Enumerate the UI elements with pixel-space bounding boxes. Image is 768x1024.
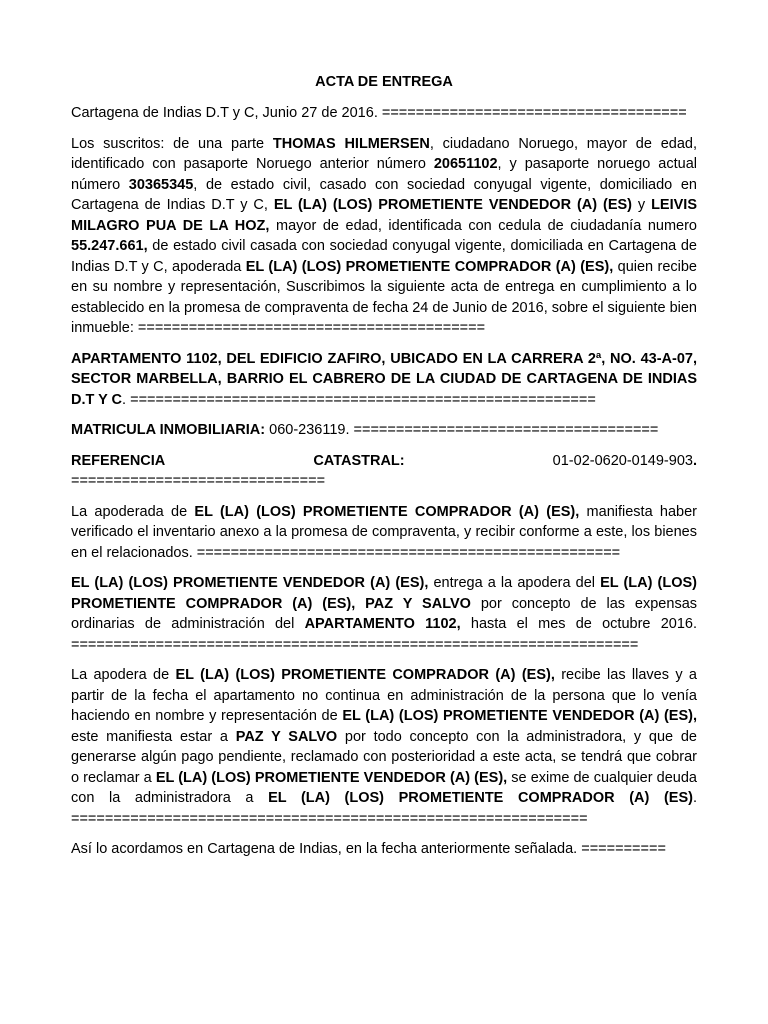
buyer-role: EL (LA) (LOS) PROMETIENTE COMPRADOR (A) (ES) <box>268 790 693 806</box>
paz-y-salvo: PAZ Y SALVO <box>235 728 338 745</box>
inventory-paragraph <box>71 502 697 564</box>
document-title: ACTA DE ENTREGA <box>315 74 453 90</box>
buyer-role: EL (LA) (LOS) PROMETIENTE COMPRADOR (A) (ES), <box>194 503 580 520</box>
seller-role: EL (LA) (LOS) PROMETIENTE VENDEDOR (A) (ES), <box>155 769 508 786</box>
buyer-paz-y-salvo: EL (LA) (LOS) PROMETIENTE COMPRADOR (A) (ES), PAZ Y SALVO <box>71 575 698 612</box>
text-run: entrega a la apodera del <box>428 575 601 591</box>
registration-number: 060-236119. ==================================== <box>265 422 659 438</box>
cadastral-label: CATASTRAL: <box>313 452 405 469</box>
text-run: ============================== <box>71 473 326 489</box>
buyer-role: EL (LA) (LOS) PROMETIENTE COMPRADOR (A) (ES), <box>245 258 614 275</box>
keys-paragraph <box>71 665 697 829</box>
text-run: mayor de edad, identificada con cedula de ciudadanía numero <box>269 217 697 234</box>
proxy-name: LEIVIS MILAGRO PUA DE LA HOZ, <box>71 197 697 234</box>
seller-name: THOMAS HILMERSEN <box>272 135 430 152</box>
cadastral-reference-block <box>71 451 697 492</box>
apartment-ref: APARTAMENTO 1102, <box>304 616 461 632</box>
text-run: recibe las llaves y a partir de la fecha el apartamento no continua en administración de la persona que lo venía haciendo en nombre y representación de <box>71 667 697 724</box>
text-run: de estado civil casada con sociedad conyugal vigente, domiciliada en Cartagena de Indias D.T y C, apoderada <box>71 238 697 275</box>
text-run: se exime de cualquier deuda con la administradora a <box>71 769 697 806</box>
text-run: La apodera de <box>71 667 176 683</box>
registration-paragraph <box>71 420 697 441</box>
cadastral-filler-line <box>71 471 697 492</box>
property-paragraph <box>71 349 697 411</box>
place-date-text: Cartagena de Indias D.T y C, Junio 27 de 2016. ==================================== <box>71 105 687 121</box>
current-passport-number: 30365345 <box>128 176 194 193</box>
cadastral-number: 01-02-0620-0149-903 <box>552 452 693 469</box>
closing-paragraph <box>71 839 697 860</box>
text-run: . ======================================================= <box>122 391 596 408</box>
old-passport-number: 20651102 <box>433 156 498 172</box>
text-run: . <box>692 452 697 469</box>
text-run: , ciudadano Noruego, mayor de edad, identificado con pasaporte Noruego anterior número <box>71 135 697 172</box>
property-description: APARTAMENTO 1102, DEL EDIFICIO ZAFIRO, UBICADO EN LA CARRERA 2ª, NO. 43-A-07, SECTOR MARBELLA, BARRIO EL CABRERO DE LA CIUDAD DE CARTAGENA DE INDIAS D.T Y C <box>71 350 697 408</box>
text-run: hasta el mes de octubre 2016. =================================================================== <box>71 616 697 653</box>
cadastral-reference-line <box>71 451 697 472</box>
text-run: La apoderada de <box>71 503 195 520</box>
text-run: , y pasaporte noruego actual número <box>71 156 697 193</box>
text-run: por todo concepto con la administradora, y que de generarse algún pago pendiente, reclamado con posterioridad a este acta, se tendrá que cobrar o reclamar a <box>71 728 697 786</box>
reference-label: REFERENCIA <box>71 452 166 469</box>
text-run: este manifiesta estar a <box>71 728 236 745</box>
buyer-role: EL (LA) (LOS) PROMETIENTE COMPRADOR (A) (ES), <box>175 667 555 683</box>
cadastral-number-wrap <box>553 451 697 472</box>
text-run: por concepto de las expensas ordinarias de administración del <box>71 595 698 632</box>
seller-role: EL (LA) (LOS) PROMETIENTE VENDEDOR (A) (ES), <box>342 708 698 724</box>
text-run: , de estado civil, casado con sociedad conyugal vigente, domiciliado en Cartagena de Indias D.T y C, <box>71 176 697 213</box>
place-date-paragraph <box>71 103 697 124</box>
registration-label: MATRICULA INMOBILIARIA: <box>71 422 266 438</box>
text-run: y <box>632 197 652 213</box>
text-run: quien recibe en su nombre y representación, Suscribimos la siguiente acta de entrega en cumplimiento a lo establecido en la promesa de compraventa de fecha 24 de Junio de 2016, sobre el siguiente bien inmueble: ========================================= <box>71 258 697 336</box>
parties-paragraph <box>71 134 697 339</box>
text-run: Los suscritos: de una parte <box>71 135 273 152</box>
proxy-id-number: 55.247.661, <box>71 238 148 254</box>
handover-paragraph <box>71 573 697 655</box>
seller-role: EL (LA) (LOS) PROMETIENTE VENDEDOR (A) (ES), <box>71 575 429 591</box>
seller-role: EL (LA) (LOS) PROMETIENTE VENDEDOR (A) (ES) <box>273 197 632 213</box>
closing-text: Así lo acordamos en Cartagena de Indias, en la fecha anteriormente señalada. ========== <box>71 841 666 857</box>
text-run: . ============================================================= <box>71 790 697 827</box>
text-run: manifiesta haber verificado el inventario anexo a la promesa de compraventa, y recibir conforme a este, los bienes en el relacionados. ================================================== <box>71 503 697 561</box>
